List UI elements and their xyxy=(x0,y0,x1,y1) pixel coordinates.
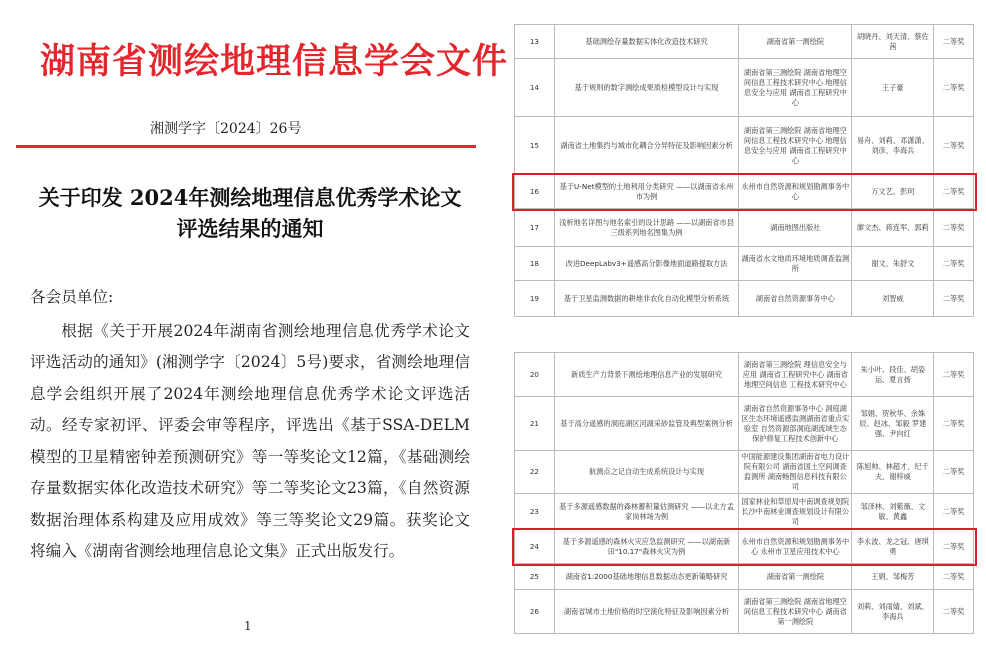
cell-title: 基于卫星监测数据的耕地非农化自动化模型分析系统 xyxy=(554,281,738,317)
cell-unit: 湖南省第一测绘院 xyxy=(739,564,852,590)
cell-unit: 湖南省第三测绘院 湖南省地理空间信息工程技术研究中心 地理信息安全与应用 湖南省工程研究中心 xyxy=(739,59,852,117)
table-row xyxy=(515,247,974,281)
cell-unit: 湖南省自然资源事务中心 洞庭湖区生态环境遥感监测湖南省重点实验室 自然资源部洞庭湖流域生态保护修复工程技术创新中心 xyxy=(739,397,852,451)
cell-title: 新质生产力背景下测绘地理信息产业的发展研究 xyxy=(554,353,738,397)
notice-title xyxy=(30,182,470,244)
table-row xyxy=(515,117,974,175)
red-rule xyxy=(16,145,476,148)
award-table-bottom xyxy=(514,352,974,634)
table-row xyxy=(515,590,974,634)
cell-title: 基于多源遥感数据的森林蓄积量估测研究 ——以北方孟家岗林场为例 xyxy=(554,494,738,530)
cell-unit: 湖南省第一测绘院 xyxy=(739,25,852,59)
cell-award: 二等奖 xyxy=(934,494,974,530)
cell-authors: 王子豪 xyxy=(852,59,934,117)
cell-title: 基于高分遥感的洞庭湖区河湖采砂监管及典型案例分析 xyxy=(554,397,738,451)
cell-authors: 朱小叶、段佳、胡姿运、夏言扬 xyxy=(852,353,934,397)
cell-unit: 湖南省第三测绘院 湖南省地理空间信息工程技术研究中心 湖南省第一测绘院 xyxy=(739,590,852,634)
cell-authors: 王娟、邹梅芳 xyxy=(852,564,934,590)
cell-authors: 刘莉、刘雨婧、刘斌、李海兵 xyxy=(852,590,934,634)
cell-unit: 湖南地图出版社 xyxy=(739,209,852,247)
cell-authors: 李永波、龙之冠、唐琪勇 xyxy=(852,530,934,564)
cell-award: 二等奖 xyxy=(934,564,974,590)
title-line-1: 关于印发 2024年测绘地理信息优秀学术论文 xyxy=(38,185,462,210)
cell-authors: 谢文、朱舒文 xyxy=(852,247,934,281)
cell-no: 18 xyxy=(515,247,555,281)
award-table-top xyxy=(514,24,974,317)
cell-title: 基于U-Net模型的土地利用分类研究 ——以湖南省永州市为例 xyxy=(554,175,738,209)
cell-no: 19 xyxy=(515,281,555,317)
cell-title: 湖南省土地集约与城市化耦合分异特征及影响因素分析 xyxy=(554,117,738,175)
cell-title: 湖南省1:2000基础地理信息数据动态更新策略研究 xyxy=(554,564,738,590)
table-row xyxy=(515,209,974,247)
cell-unit: 湖南省第三测绘院 理信息安全与应用 湖南省工程研究中心 湖南省地理空间信息 工程技术研究中心 xyxy=(739,353,852,397)
cell-title: 航测点之记自动生成系统设计与实现 xyxy=(554,451,738,494)
cell-unit: 湖南省自然资源事务中心 xyxy=(739,281,852,317)
cell-authors: 万文艺、彭珂 xyxy=(852,175,934,209)
cell-no: 15 xyxy=(515,117,555,175)
cell-award: 二等奖 xyxy=(934,175,974,209)
cell-no: 26 xyxy=(515,590,555,634)
cell-title: 浅析地名详图与地名索引的设计思路 ——以湖南省市县三级系列地名图集为例 xyxy=(554,209,738,247)
cell-unit: 永州市自然资源和规划勘测事务中心 永州市卫星应用技术中心 xyxy=(739,530,852,564)
cell-title: 基础测绘存量数据实体化改造技术研究 xyxy=(554,25,738,59)
cell-authors: 易舟、刘莉、邓潇潇、刘彦、李海兵 xyxy=(852,117,934,175)
cell-title: 基于多源遥感的森林火灾应急监测研究 ——以湖南新田"10.17"森林火灾为例 xyxy=(554,530,738,564)
cell-authors: 邹泽林、刘紫薇、文敏、黄鑫 xyxy=(852,494,934,530)
cell-no: 17 xyxy=(515,209,555,247)
cell-award: 二等奖 xyxy=(934,25,974,59)
cell-award: 二等奖 xyxy=(934,353,974,397)
cell-award: 二等奖 xyxy=(934,117,974,175)
cell-unit: 国家林业和草原局中南调查规划院 长沙中南林业调查规划设计有限公司 xyxy=(739,494,852,530)
masthead: 湖南省测绘地理信息学会文件 xyxy=(40,42,509,82)
cell-award: 二等奖 xyxy=(934,451,974,494)
table-row xyxy=(515,564,974,590)
cell-title: 改进DeepLabv3+遥感高分影像地面道路提取方法 xyxy=(554,247,738,281)
cell-unit: 中国能源建设集团湖南省电力设计院有限公司 湖南省国土空间调查监测所 湖南畅图信息科技有限公司 xyxy=(739,451,852,494)
table-row xyxy=(515,25,974,59)
table-row xyxy=(515,451,974,494)
page-number: 1 xyxy=(244,619,252,633)
cell-authors: 邹娟、贺秋华、余姝辰、赵冰、邹毅 罗建强、尹向红 xyxy=(852,397,934,451)
salutation: 各会员单位: xyxy=(30,288,114,306)
cell-no: 24 xyxy=(515,530,555,564)
cell-authors: 胡晓丹、刘天清、蔡佐茜 xyxy=(852,25,934,59)
cell-authors: 刘智威 xyxy=(852,281,934,317)
cell-title: 湖南省城市土地价格的时空演化特征及影响因素分析 xyxy=(554,590,738,634)
cell-award: 二等奖 xyxy=(934,59,974,117)
cell-award: 二等奖 xyxy=(934,247,974,281)
highlight-box-row-16 xyxy=(512,173,977,211)
cell-no: 23 xyxy=(515,494,555,530)
cell-unit: 永州市自然资源和规划勘测事务中心 xyxy=(739,175,852,209)
body-paragraph: 根据《关于开展2024年湖南省测绘地理信息优秀学术论文评选活动的通知》(湘测学字〔2024〕5号)要求，省测绘地理信息学会组织开展了2024年测绘地理信息优秀学术论文评选活动。经专家初评、评委会审等程序，评选出《基于SSA-DELM模型的卫星精密钟差预测研究》等一等奖论文12篇，《基础测绘存量数据实体化改造技术研究》等二等奖论文23篇，《自然资源数据治理体系构建及应用成效》等三等奖论文29篇。获奖论文将编入《湖南省测绘地理信息论文集》正式出版发行。 xyxy=(30,321,470,560)
cell-no: 14 xyxy=(515,59,555,117)
cell-no: 21 xyxy=(515,397,555,451)
cell-award: 二等奖 xyxy=(934,209,974,247)
cell-award: 二等奖 xyxy=(934,281,974,317)
cell-title: 基于规则的数字测绘成果质检模型设计与实现 xyxy=(554,59,738,117)
cell-unit: 湖南省第三测绘院 湖南省地理空间信息工程技术研究中心 地理信息安全与应用 湖南省工程研究中心 xyxy=(739,117,852,175)
cell-award: 二等奖 xyxy=(934,530,974,564)
notice-body xyxy=(30,282,470,568)
highlight-box-row-24 xyxy=(512,528,977,566)
doc-number: 湘测学字〔2024〕26号 xyxy=(150,121,302,137)
table-row xyxy=(515,494,974,530)
cell-authors: 陈旭帅、林超才、纪千夫、谢梓威 xyxy=(852,451,934,494)
cell-authors: 廖文杰、蒋连军、郭莉 xyxy=(852,209,934,247)
cell-no: 20 xyxy=(515,353,555,397)
cell-no: 22 xyxy=(515,451,555,494)
cell-no: 16 xyxy=(515,175,555,209)
cell-no: 25 xyxy=(515,564,555,590)
table-row xyxy=(515,59,974,117)
table-row xyxy=(515,353,974,397)
cell-no: 13 xyxy=(515,25,555,59)
cell-award: 二等奖 xyxy=(934,397,974,451)
cell-award: 二等奖 xyxy=(934,590,974,634)
cell-unit: 湖南省水文地质环境地质调查监测所 xyxy=(739,247,852,281)
table-row xyxy=(515,397,974,451)
title-line-2: 评选结果的通知 xyxy=(176,216,324,241)
table-row xyxy=(515,281,974,317)
